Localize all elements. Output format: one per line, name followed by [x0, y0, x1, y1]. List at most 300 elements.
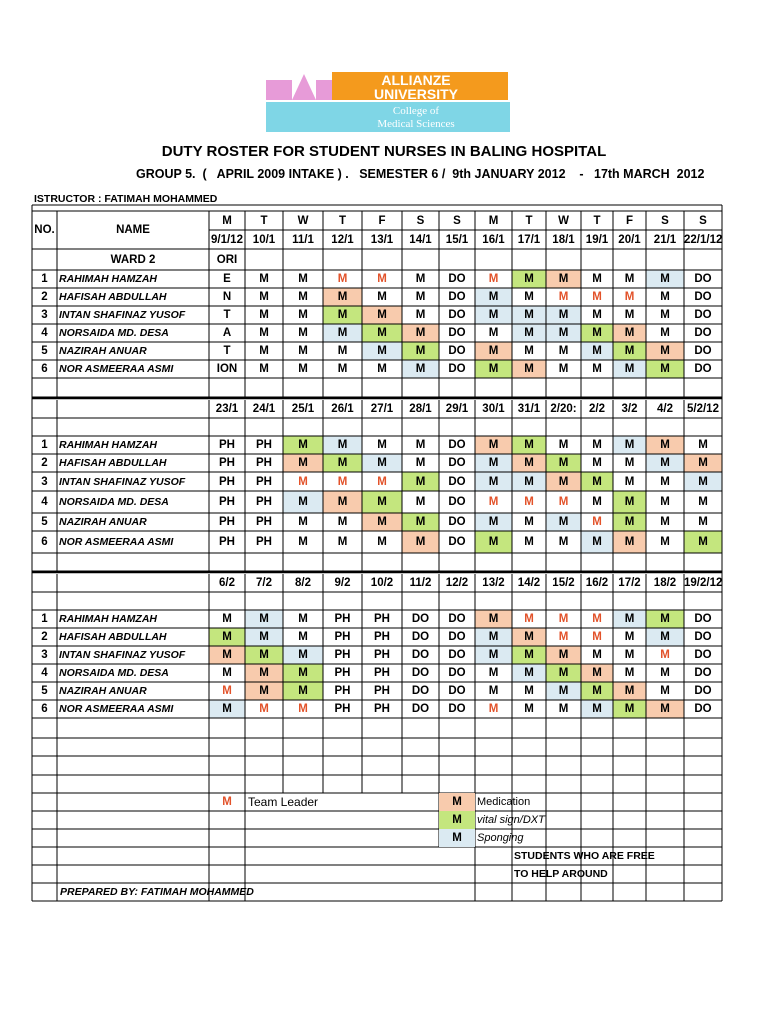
student-name: INTAN SHAFINAZ YUSOF: [59, 309, 186, 321]
date-cell: 21/1: [653, 233, 677, 246]
shift-cell: N: [222, 291, 232, 303]
shift-cell: DO: [448, 536, 466, 548]
shift-cell: M: [259, 649, 269, 661]
shift-cell: M: [415, 496, 426, 508]
row-number: 2: [41, 631, 48, 643]
shift-cell: M: [488, 516, 499, 528]
shift-cell: M: [377, 273, 387, 285]
shift-cell: M: [660, 631, 670, 643]
shift-cell: M: [298, 613, 308, 625]
shift-cell: M: [488, 496, 499, 508]
shift-cell: PH: [256, 475, 272, 488]
shift-cell: M: [337, 273, 348, 285]
shift-cell: M: [592, 496, 602, 508]
shift-cell: M: [660, 613, 670, 625]
shift-cell: M: [558, 516, 569, 528]
shift-cell: M: [624, 649, 635, 661]
header-day: T: [525, 214, 533, 227]
shift-cell: DO: [448, 309, 466, 321]
shift-cell: DO: [411, 667, 430, 679]
shift-cell: M: [415, 536, 426, 548]
shift-cell: M: [624, 631, 635, 643]
shift-cell: DO: [694, 327, 712, 339]
legend-team-leader: Team Leader: [248, 795, 319, 809]
shift-cell: M: [488, 667, 499, 679]
shift-cell: PH: [219, 536, 235, 548]
shift-cell: DO: [448, 439, 466, 451]
header-day: S: [699, 214, 707, 227]
shift-cell: M: [660, 685, 670, 697]
shift-cell: M: [488, 363, 499, 375]
header-day: T: [593, 214, 601, 227]
date-cell: 3/2: [621, 403, 638, 415]
date-cell: 18/2: [653, 577, 677, 589]
shift-cell: M: [660, 291, 670, 303]
shift-cell: M: [592, 685, 602, 697]
shift-cell: M: [660, 345, 670, 357]
shift-cell: M: [298, 291, 308, 303]
shift-cell: M: [337, 516, 348, 528]
shift-cell: M: [222, 703, 232, 715]
date-cell: 12/2: [445, 577, 469, 589]
shift-cell: M: [660, 516, 670, 528]
date-cell: 27/1: [370, 403, 394, 415]
student-name: NAZIRAH ANUAR: [59, 685, 147, 697]
shift-cell: M: [558, 273, 569, 285]
date-cell: 10/2: [370, 577, 394, 589]
ward-label: WARD 2: [110, 253, 156, 266]
shift-cell: M: [592, 475, 602, 488]
legend-medication: Medication: [477, 796, 531, 808]
shift-cell: M: [298, 273, 308, 285]
date-cell: 30/1: [482, 403, 505, 415]
shift-cell: M: [222, 667, 232, 679]
shift-cell: M: [259, 703, 269, 715]
header-day: T: [338, 214, 347, 227]
date-cell: 28/1: [409, 403, 432, 415]
shift-cell: M: [524, 613, 534, 625]
date-cell: 2/20:: [550, 403, 577, 415]
shift-cell: M: [298, 327, 308, 339]
shift-cell: M: [660, 667, 670, 679]
legend-vital-mark: M: [452, 814, 462, 826]
shift-cell: M: [377, 363, 387, 375]
student-name: HAFISAH ABDULLAH: [59, 457, 167, 469]
student-name: NOR ASMEERAA ASMI: [59, 363, 174, 375]
row-number: 3: [41, 649, 48, 661]
shift-cell: PH: [334, 667, 351, 679]
shift-cell: M: [377, 327, 387, 339]
date-cell: 29/1: [445, 403, 469, 415]
shift-cell: M: [558, 649, 569, 661]
header-no: NO.: [34, 224, 55, 236]
shift-cell: M: [377, 439, 387, 451]
row-number: 1: [41, 439, 48, 451]
student-name: HAFISAH ABDULLAH: [59, 631, 167, 643]
shift-cell: M: [298, 516, 308, 528]
shift-cell: M: [415, 457, 426, 469]
shift-cell: M: [558, 536, 569, 548]
header-day: S: [661, 214, 669, 227]
shift-cell: PH: [256, 536, 272, 548]
shift-cell: M: [524, 703, 534, 715]
shift-cell: DO: [694, 631, 712, 643]
shift-cell: M: [415, 363, 426, 375]
shift-cell: DO: [448, 496, 466, 508]
shift-cell: M: [415, 327, 426, 339]
shift-cell: M: [488, 291, 499, 303]
row-number: 1: [41, 613, 48, 625]
shift-cell: M: [558, 475, 569, 488]
shift-cell: M: [624, 613, 635, 625]
shift-cell: PH: [374, 703, 390, 715]
shift-cell: M: [415, 439, 426, 451]
date-cell: 10/1: [252, 233, 276, 246]
shift-cell: M: [488, 439, 499, 451]
shift-cell: M: [524, 457, 534, 469]
shift-cell: DO: [694, 649, 712, 661]
shift-cell: M: [624, 327, 635, 339]
shift-cell: M: [377, 457, 387, 469]
row-number: 2: [41, 457, 48, 469]
student-name: INTAN SHAFINAZ YUSOF: [59, 649, 186, 661]
date-cell: 14/1: [409, 233, 432, 246]
shift-cell: M: [488, 649, 499, 661]
shift-cell: DO: [448, 363, 466, 375]
shift-cell: M: [415, 309, 426, 321]
shift-cell: M: [259, 613, 269, 625]
shift-cell: M: [558, 496, 569, 508]
shift-cell: DO: [448, 613, 466, 625]
shift-cell: M: [337, 291, 348, 303]
shift-cell: M: [298, 631, 308, 643]
row-number: 2: [41, 291, 48, 303]
page-subtitle: GROUP 5. ( APRIL 2009 INTAKE ) . SEMESTER 6 / 9th JANUARY 2012 - 17th MARCH 2012: [136, 167, 705, 181]
shift-cell: M: [337, 309, 348, 321]
shift-cell: M: [377, 516, 387, 528]
shift-cell: M: [592, 536, 602, 548]
date-cell: 23/1: [215, 403, 239, 415]
date-cell: 16/1: [482, 233, 505, 246]
date-cell: 9/1/12: [211, 233, 243, 246]
shift-cell: A: [222, 327, 232, 339]
shift-cell: DO: [448, 685, 466, 697]
shift-cell: M: [624, 345, 635, 357]
shift-cell: M: [259, 685, 269, 697]
shift-cell: M: [524, 345, 534, 357]
shift-cell: DO: [448, 327, 466, 339]
prepared-by: PREPARED BY: FATIMAH MOHAMMED: [60, 886, 254, 898]
shift-cell: M: [298, 457, 308, 469]
shift-cell: M: [488, 613, 499, 625]
shift-cell: PH: [374, 613, 390, 625]
shift-cell: PH: [334, 685, 351, 697]
logo-line4: Medical Sciences: [377, 118, 455, 130]
shift-cell: M: [377, 345, 387, 357]
date-cell: 7/2: [256, 577, 272, 589]
shift-cell: M: [337, 327, 348, 339]
shift-cell: M: [624, 475, 635, 488]
shift-cell: M: [488, 703, 499, 715]
shift-cell: M: [624, 685, 635, 697]
shift-cell: M: [298, 496, 308, 508]
shift-cell: M: [624, 291, 635, 303]
shift-cell: M: [660, 273, 670, 285]
shift-cell: ION: [216, 363, 238, 375]
shift-cell: PH: [334, 649, 351, 661]
date-cell: 11/2: [409, 577, 432, 589]
header-day: M: [222, 214, 232, 227]
shift-cell: M: [558, 327, 569, 339]
shift-cell: M: [222, 613, 232, 625]
shift-cell: M: [298, 309, 308, 321]
legend-free-1: STUDENTS WHO ARE FREE: [514, 850, 655, 862]
shift-cell: M: [592, 457, 602, 469]
shift-cell: M: [624, 667, 635, 679]
shift-cell: T: [223, 309, 231, 321]
shift-cell: M: [624, 439, 635, 451]
row-number: 4: [41, 667, 48, 679]
row-number: 6: [41, 363, 48, 375]
shift-cell: M: [660, 327, 670, 339]
student-name: INTAN SHAFINAZ YUSOF: [59, 475, 186, 488]
shift-cell: M: [488, 309, 499, 321]
shift-cell: M: [660, 703, 670, 715]
shift-cell: M: [259, 363, 269, 375]
shift-cell: M: [660, 363, 670, 375]
header-day: S: [453, 214, 461, 227]
shift-cell: M: [624, 309, 635, 321]
shift-cell: M: [558, 631, 569, 643]
shift-cell: M: [377, 536, 387, 548]
date-cell: 26/1: [331, 403, 354, 415]
shift-cell: M: [298, 363, 308, 375]
shift-cell: M: [337, 536, 348, 548]
shift-cell: M: [488, 475, 499, 488]
shift-cell: M: [592, 291, 602, 303]
shift-cell: M: [298, 667, 308, 679]
student-name: NORSAIDA MD. DESA: [59, 327, 169, 339]
shift-cell: M: [660, 475, 670, 488]
shift-cell: DO: [694, 685, 712, 697]
shift-cell: M: [558, 703, 569, 715]
date-cell: 19/2/12: [684, 577, 722, 589]
shift-cell: DO: [411, 649, 430, 661]
shift-cell: M: [660, 536, 670, 548]
shift-cell: M: [592, 327, 602, 339]
shift-cell: M: [524, 649, 534, 661]
header-day: T: [260, 214, 268, 227]
shift-cell: M: [660, 309, 670, 321]
shift-cell: M: [592, 439, 602, 451]
date-cell: 6/2: [219, 577, 235, 589]
shift-cell: M: [592, 516, 602, 528]
shift-cell: M: [222, 649, 232, 661]
shift-cell: DO: [694, 273, 712, 285]
header-day: S: [416, 214, 425, 227]
student-name: HAFISAH ABDULLAH: [59, 291, 167, 303]
shift-cell: DO: [411, 685, 430, 697]
shift-cell: DO: [448, 649, 466, 661]
date-cell: 25/1: [291, 403, 315, 415]
shift-cell: M: [259, 273, 269, 285]
shift-cell: DO: [448, 516, 466, 528]
student-name: NOR ASMEERAA ASMI: [59, 536, 174, 548]
shift-cell: M: [558, 667, 569, 679]
shift-cell: M: [524, 496, 534, 508]
shift-cell: M: [624, 496, 635, 508]
shift-cell: DO: [411, 631, 430, 643]
date-cell: 22/1/12: [684, 233, 722, 246]
shift-cell: M: [698, 496, 708, 508]
header-day: M: [488, 214, 499, 227]
legend-sponging: Sponging: [477, 832, 524, 844]
shift-cell: M: [488, 685, 499, 697]
shift-cell: DO: [411, 703, 430, 715]
shift-cell: DO: [448, 703, 466, 715]
shift-cell: M: [298, 536, 308, 548]
legend-sponging-mark: M: [452, 832, 462, 844]
shift-cell: M: [698, 457, 708, 469]
shift-cell: M: [488, 345, 499, 357]
shift-cell: M: [222, 631, 232, 643]
shift-cell: M: [624, 536, 635, 548]
shift-cell: M: [592, 667, 602, 679]
shift-cell: M: [524, 475, 534, 488]
shift-cell: DO: [448, 457, 466, 469]
shift-cell: M: [259, 667, 269, 679]
shift-cell: M: [624, 273, 635, 285]
shift-cell: M: [337, 439, 348, 451]
shift-cell: M: [558, 457, 569, 469]
date-cell: 16/2: [585, 577, 609, 589]
legend-medication-mark: M: [452, 796, 462, 808]
row-number: 6: [41, 536, 48, 548]
logo-line1: ALLIANZE: [381, 72, 451, 88]
date-cell: 11/1: [292, 233, 314, 246]
shift-cell: M: [524, 536, 534, 548]
date-cell: 14/2: [517, 577, 541, 589]
shift-cell: M: [698, 536, 708, 548]
shift-cell: DO: [448, 291, 466, 303]
shift-cell: M: [377, 309, 387, 321]
shift-cell: M: [377, 291, 387, 303]
shift-cell: M: [524, 516, 534, 528]
shift-cell: M: [592, 703, 602, 715]
shift-cell: M: [415, 475, 426, 488]
row-number: 3: [41, 475, 48, 488]
shift-cell: DO: [694, 613, 712, 625]
student-name: NORSAIDA MD. DESA: [59, 496, 169, 508]
shift-cell: M: [558, 309, 569, 321]
shift-cell: M: [222, 685, 232, 697]
header-day: W: [297, 214, 309, 227]
shift-cell: M: [298, 685, 308, 697]
shift-cell: M: [592, 345, 602, 357]
shift-cell: PH: [374, 667, 390, 679]
date-cell: 19/1: [585, 233, 609, 246]
shift-cell: DO: [411, 613, 430, 625]
student-name: RAHIMAH HAMZAH: [59, 613, 157, 625]
date-cell: 17/1: [517, 233, 541, 246]
shift-cell: M: [698, 475, 708, 488]
shift-cell: M: [592, 649, 602, 661]
ward-label-2: ORI: [216, 253, 238, 266]
shift-cell: M: [415, 291, 426, 303]
row-number: 4: [41, 327, 48, 339]
logo-line2: UNIVERSITY: [373, 86, 459, 102]
date-cell: 2/2: [589, 403, 605, 415]
shift-cell: M: [415, 516, 426, 528]
date-cell: 31/1: [517, 403, 541, 415]
shift-cell: M: [524, 291, 534, 303]
row-number: 5: [41, 345, 48, 357]
row-number: 5: [41, 516, 48, 528]
shift-cell: M: [698, 439, 708, 451]
date-cell: 12/1: [331, 233, 354, 246]
shift-cell: T: [223, 345, 231, 357]
shift-cell: M: [524, 327, 534, 339]
shift-cell: PH: [256, 457, 272, 469]
shift-cell: PH: [256, 516, 272, 528]
shift-cell: DO: [448, 667, 466, 679]
shift-cell: M: [660, 439, 670, 451]
row-number: 3: [41, 309, 48, 321]
date-cell: 24/1: [252, 403, 276, 415]
shift-cell: M: [660, 649, 670, 661]
shift-cell: M: [624, 703, 635, 715]
shift-cell: M: [298, 475, 308, 488]
shift-cell: M: [415, 345, 426, 357]
shift-cell: M: [337, 475, 348, 488]
shift-cell: DO: [694, 363, 712, 375]
shift-cell: M: [488, 327, 499, 339]
shift-cell: PH: [219, 516, 235, 528]
header-name: NAME: [116, 224, 150, 236]
shift-cell: PH: [256, 496, 272, 508]
shift-cell: DO: [448, 273, 466, 285]
shift-cell: DO: [448, 475, 466, 488]
legend-free-2: TO HELP AROUND: [514, 868, 608, 880]
shift-cell: M: [558, 613, 569, 625]
shift-cell: M: [488, 536, 499, 548]
shift-cell: PH: [256, 439, 272, 451]
header-day: F: [625, 214, 634, 227]
shift-cell: M: [488, 631, 499, 643]
shift-cell: DO: [694, 291, 712, 303]
shift-cell: PH: [334, 631, 351, 643]
shift-cell: M: [259, 631, 269, 643]
shift-cell: M: [558, 291, 569, 303]
shift-cell: M: [298, 345, 308, 357]
date-cell: 9/2: [334, 577, 351, 589]
student-name: NORSAIDA MD. DESA: [59, 667, 169, 679]
row-number: 4: [41, 496, 48, 508]
shift-cell: M: [488, 457, 499, 469]
shift-cell: M: [698, 516, 708, 528]
shift-cell: M: [558, 363, 569, 375]
shift-cell: M: [337, 345, 348, 357]
shift-cell: M: [415, 273, 426, 285]
shift-cell: PH: [374, 685, 390, 697]
shift-cell: M: [592, 631, 602, 643]
shift-cell: PH: [219, 475, 235, 488]
date-cell: 17/2: [618, 577, 641, 589]
shift-cell: M: [259, 327, 269, 339]
header-day: W: [558, 214, 569, 227]
shift-cell: M: [558, 685, 569, 697]
student-name: NOR ASMEERAA ASMI: [59, 703, 174, 715]
